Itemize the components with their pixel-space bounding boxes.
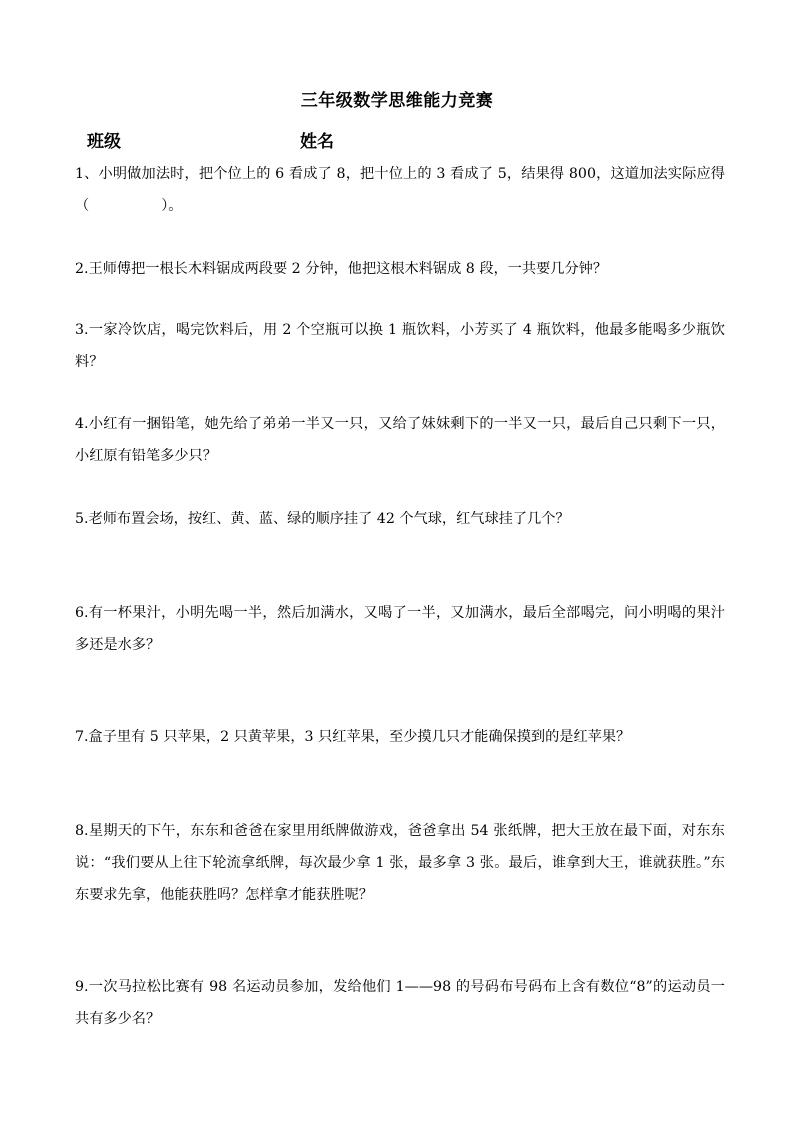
class-label: 班级	[87, 132, 121, 152]
question-9: 9.一次马拉松比赛有 98 名运动员参加，发给他们 1——98 的号码布号码布上含有数位“8”的运动员一共有多少名？	[75, 979, 725, 1027]
question-5: 5.老师布置会场，按红、黄、蓝、绿的顺序挂了 42 个气球，红气球挂了几个？	[75, 511, 570, 527]
page-title: 三年级数学思维能力竞赛	[300, 91, 494, 111]
question-7: 7.盒子里有 5 只苹果，2 只黄苹果，3 只红苹果，至少摸几只才能确保摸到的是红苹果？	[75, 729, 631, 745]
question-3: 3.一家冷饮店，喝完饮料后，用 2 个空瓶可以换 1 瓶饮料，小芳买了 4 瓶饮料，他最多能喝多少瓶饮料？	[75, 322, 725, 370]
question-8: 8.星期天的下午，东东和爸爸在家里用纸牌做游戏，爸爸拿出 54 张纸牌，把大王放在最下面，对东东说：“我们要从上往下轮流拿纸牌，每次最少拿 1 张，最多拿 3 张。最后，谁拿到大王，谁就获胜。”东东要求先拿，他能获胜吗？怎样拿才能获胜呢？	[75, 823, 725, 903]
name-label: 姓名	[300, 132, 334, 152]
question-1	[75, 158, 725, 222]
question-1-text-a: 1、小明做加法时，把个位上的 6 看成了 8，把十位上的 3 看成了 5，结果得 800，这道加法实际应得（	[75, 166, 725, 214]
question-1-text-b: ）。	[161, 198, 183, 214]
question-4: 4.小红有一捆铅笔，她先给了弟弟一半又一只，又给了妹妹剩下的一半又一只，最后自己只剩下一只，小红原有铅笔多少只？	[75, 416, 725, 464]
question-2: 2.王师傅把一根长木料锯成两段要 2 分钟，他把这根木料锯成 8 段，一共要几分钟？	[75, 261, 608, 277]
question-6: 6.有一杯果汁，小明先喝一半，然后加满水，又喝了一半，又加满水，最后全部喝完，问小明喝的果汁多还是水多？	[75, 605, 725, 653]
